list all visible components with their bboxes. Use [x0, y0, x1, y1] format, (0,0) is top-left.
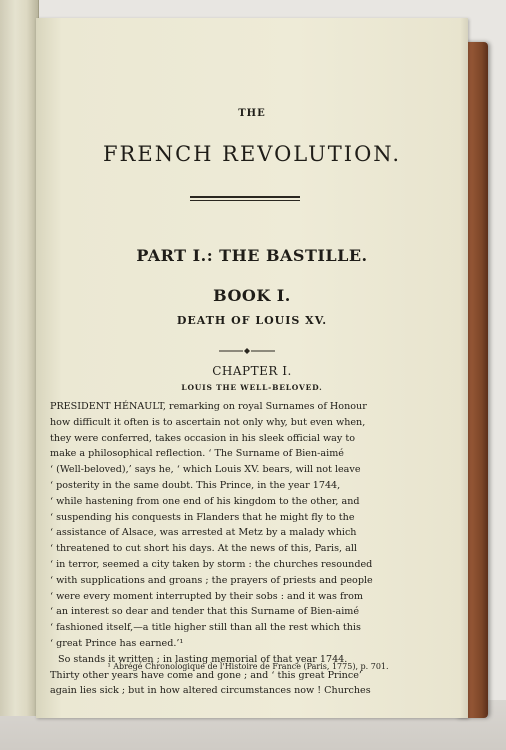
text-line: ‘ threatened to cut short his days. At the news of this, Paris, all — [50, 543, 357, 555]
book-subtitle: DEATH OF LOUIS XV. — [176, 314, 328, 327]
left-page-edge — [0, 0, 39, 716]
title-rule-thick — [190, 196, 300, 198]
text-line: ‘ fashioned itself,—a title higher still than all the rest which this — [50, 622, 361, 634]
text-line: Thirty other years have come and gone ; and ‘ this great Prince’ — [50, 669, 362, 681]
text-line: they were conferred, takes occasion in his sleek official way to — [50, 432, 356, 444]
chapter-heading: CHAPTER I. — [212, 364, 292, 378]
footnote: ¹ Abrégé Chronologique de l'Histoire de France (Paris, 1775), p. 701. — [107, 662, 389, 671]
text-line: ‘ while hastening from one end of his kingdom to the other, and — [50, 495, 360, 507]
text-line: ‘ were every moment interrupted by their sobs : and it was from — [50, 590, 363, 602]
text-line: ‘ posterity in the same doubt. This Prince, in the year 1744, — [50, 479, 341, 491]
text-line: ‘ (Well-beloved),’ says he, ‘ which Louis XV. bears, will not leave — [50, 464, 361, 476]
text-line: So stands it written ; in lasting memorial of that year 1744. — [58, 653, 348, 665]
text-line: ‘ great Prince has earned.’¹ — [50, 637, 184, 649]
page-gutter-shadow — [460, 18, 468, 718]
body-paragraphs — [50, 399, 442, 699]
ornament-divider — [219, 348, 275, 354]
text-line: ‘ with supplications and groans ; the prayers of priests and people — [50, 574, 373, 586]
title-rule-thin — [190, 200, 300, 201]
part-heading: PART I.: THE BASTILLE. — [136, 246, 368, 265]
text-line: make a philosophical reflection. ‘ The Surname of Bien-aimé — [50, 448, 344, 460]
book-heading: BOOK I. — [213, 286, 291, 305]
chapter-subtitle: LOUIS THE WELL-BELOVED. — [181, 383, 323, 392]
text-line: ‘ assistance of Alsace, was arrested at Metz by a malady which — [50, 527, 357, 539]
title-article: THE — [238, 108, 266, 119]
book-page — [36, 18, 468, 718]
page-title: FRENCH REVOLUTION. — [102, 142, 402, 166]
text-line: ‘ in terror, seemed a city taken by storm : the churches resounded — [50, 558, 373, 570]
text-line: PRESIDENT HÉNAULT, remarking on royal Surnames of Honour — [50, 401, 367, 412]
text-line: how difficult it often is to ascertain not only why, but even when, — [50, 416, 366, 428]
text-line: again lies sick ; but in how altered circumstances now ! Churches — [50, 685, 371, 697]
text-line: ‘ suspending his conquests in Flanders that he might fly to the — [50, 511, 355, 523]
text-line: ‘ an interest so dear and tender that this Surname of Bien-aimé — [50, 606, 360, 618]
